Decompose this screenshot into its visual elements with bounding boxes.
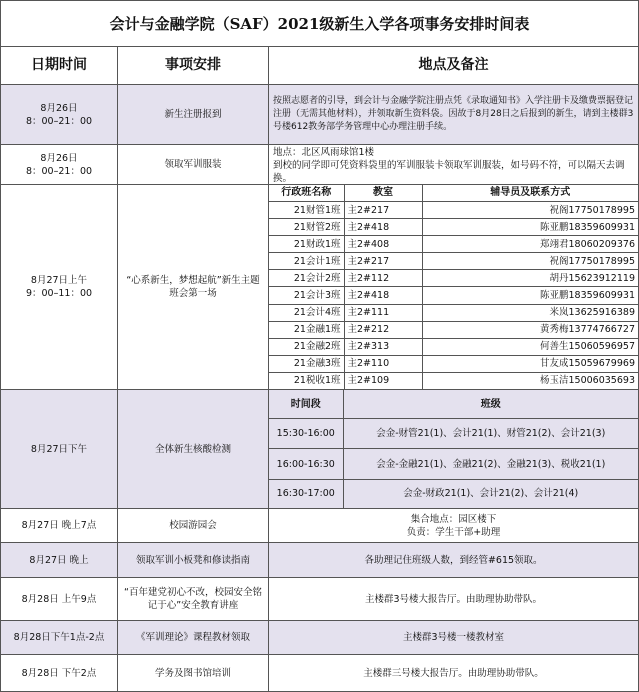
class-name: 21会计3班 xyxy=(269,287,344,304)
class-row xyxy=(269,236,638,253)
item-cell: 新生注册报到 xyxy=(118,85,269,144)
test-row xyxy=(269,449,638,479)
classroom: 主2#418 xyxy=(344,219,422,236)
counselor-contact: 陈亚鹏18359609931 xyxy=(422,219,638,236)
time-line: 8：00–21：00 xyxy=(25,165,93,177)
class-name: 21财管1班 xyxy=(269,201,344,218)
table-row xyxy=(1,655,638,691)
class-row xyxy=(269,201,638,218)
test-schedule-table xyxy=(269,390,638,508)
date-cell xyxy=(1,145,118,184)
class-name: 21税收1班 xyxy=(269,372,344,389)
counselor-contact: 祝阁17750178995 xyxy=(422,201,638,218)
table-row xyxy=(1,85,638,145)
item-cell: 校园游园会 xyxy=(118,509,269,542)
classroom: 主2#217 xyxy=(344,253,422,270)
class-name: 21金融2班 xyxy=(269,338,344,355)
table-row xyxy=(1,621,638,655)
class-row xyxy=(269,321,638,338)
counselor-contact: 胡丹15623912119 xyxy=(422,270,638,287)
table-row xyxy=(1,509,638,543)
date-cell xyxy=(1,85,118,144)
date-line: 8月26日 xyxy=(40,152,78,164)
counselor-contact: 郑翊君18060209376 xyxy=(422,236,638,253)
classroom: 主2#313 xyxy=(344,338,422,355)
classroom: 主2#112 xyxy=(344,270,422,287)
class-row xyxy=(269,219,638,236)
class-name: 21财政1班 xyxy=(269,236,344,253)
classroom: 主2#408 xyxy=(344,236,422,253)
date-cell: 8月28日下午1点-2点 xyxy=(1,621,118,654)
note-cell: 主楼群3号楼一楼教材室 xyxy=(402,632,505,643)
classroom: 主2#217 xyxy=(344,201,422,218)
counselor-contact: 祝阁17750178995 xyxy=(422,253,638,270)
page-title: 会计与金融学院（SAF）2021级新生入学各项事务安排时间表 xyxy=(1,1,638,47)
header-place: 地点及备注 xyxy=(418,57,489,73)
time-slot: 16:00-16:30 xyxy=(269,449,343,479)
classroom: 主2#212 xyxy=(344,321,422,338)
date-cell: 8月27日下午 xyxy=(1,390,118,508)
note-cell: 地点：北区风雨球馆1楼 到校的同学即可凭资料袋里的军训服装卡领取军训服装，如号码不符，可以隔天去调换。 xyxy=(273,147,625,184)
item-cell: 学务及图书馆培训 xyxy=(118,655,269,691)
test-table-header: 班级 xyxy=(343,390,638,419)
class-name: 21财管2班 xyxy=(269,219,344,236)
table-row xyxy=(1,578,638,621)
class-table-header: 行政班名称 xyxy=(269,185,344,201)
note-cell: 各助理记住班级人数，到经管#615领取。 xyxy=(364,554,543,566)
note-cell: 主楼群3号楼大报告厅。由助理协助带队。 xyxy=(364,593,543,605)
table-row xyxy=(1,390,638,509)
test-row xyxy=(269,479,638,508)
item-cell: 领取军训小板凳和修读指南 xyxy=(118,543,269,577)
note-line: 集合地点：园区楼下 xyxy=(410,513,497,525)
counselor-contact: 杨玉洁15006035693 xyxy=(422,372,638,389)
counselor-contact: 甘友成15059679969 xyxy=(422,355,638,372)
test-table-header: 时间段 xyxy=(269,390,343,419)
test-row xyxy=(269,419,638,449)
counselor-contact: 陈亚鹏18359609931 xyxy=(422,287,638,304)
item-cell: “心系新生，梦想起航”新生主题班会第一场 xyxy=(118,185,269,389)
class-name: 21金融1班 xyxy=(269,321,344,338)
date-cell: 8月27日 晚上7点 xyxy=(1,509,118,542)
class-name: 21会计2班 xyxy=(269,270,344,287)
note-cell: 主楼群三号楼大报告厅。由助理协助带队。 xyxy=(363,667,544,679)
class-row xyxy=(269,253,638,270)
item-cell: 全体新生核酸检测 xyxy=(118,390,269,508)
time-slot: 15:30-16:00 xyxy=(269,419,343,449)
class-row xyxy=(269,287,638,304)
classroom: 主2#418 xyxy=(344,287,422,304)
class-table-cell xyxy=(269,185,638,389)
counselor-contact: 黄秀梅13774766727 xyxy=(422,321,638,338)
time-line: 8：00–21：00 xyxy=(25,115,93,127)
class-row xyxy=(269,338,638,355)
classroom: 主2#110 xyxy=(344,355,422,372)
classroom: 主2#111 xyxy=(344,304,422,321)
time-slot: 16:30-17:00 xyxy=(269,479,343,508)
date-line: 8月26日 xyxy=(40,102,78,114)
counselor-contact: 米岚13625916389 xyxy=(422,304,638,321)
class-table-header: 辅导员及联系方式 xyxy=(422,185,638,201)
class-row xyxy=(269,372,638,389)
time-line: 9：00–11：00 xyxy=(25,288,93,299)
class-row xyxy=(269,355,638,372)
date-cell: 8月28日 上午9点 xyxy=(1,578,118,620)
class-name: 21会计1班 xyxy=(269,253,344,270)
classroom: 主2#109 xyxy=(344,372,422,389)
table-row xyxy=(1,543,638,578)
date-cell: 8月27日 晚上 xyxy=(1,543,118,577)
class-row xyxy=(269,304,638,321)
date-line: 8月27日上午 xyxy=(30,275,88,286)
class-name: 21会计4班 xyxy=(269,304,344,321)
class-name: 21金融3班 xyxy=(269,355,344,372)
header-item: 事项安排 xyxy=(118,47,269,84)
class-meeting-table xyxy=(269,185,638,389)
item-cell: 《军训理论》课程教材领取 xyxy=(118,621,269,654)
date-cell xyxy=(1,185,118,389)
table-row xyxy=(1,185,638,390)
item-cell: “百年建党初心不改，校园安全铭记于心”安全教育讲座 xyxy=(118,578,269,620)
class-list: 会金-财政21(1)、会计21(2)、会计21(4) xyxy=(343,479,638,508)
note-cell: 按照志愿者的引导，到会计与金融学院注册点凭《录取通知书》入学注册卡及缴费票据登记注册（无需其他材料），并领取新生资料袋。因故于8月28日之后报到的新生，请到主楼群3号楼612教务部学务管理中心办理注册手续。 xyxy=(273,96,634,132)
note-line: 负责：学生干部+助理 xyxy=(406,526,501,538)
table-header xyxy=(1,47,638,85)
item-cell: 领取军训服装 xyxy=(118,145,269,184)
note-cell xyxy=(269,509,638,542)
class-list: 会金-财管21(1)、会计21(1)、财管21(2)、会计21(3) xyxy=(343,419,638,449)
class-table-header: 教室 xyxy=(344,185,422,201)
class-row xyxy=(269,270,638,287)
test-table-cell xyxy=(269,390,638,508)
date-cell: 8月28日 下午2点 xyxy=(1,655,118,691)
header-date: 日期时间 xyxy=(1,47,118,84)
class-list: 会金-金融21(1)、金融21(2)、金融21(3)、税收21(1) xyxy=(343,449,638,479)
table-row xyxy=(1,145,638,185)
counselor-contact: 何善生15060596957 xyxy=(422,338,638,355)
